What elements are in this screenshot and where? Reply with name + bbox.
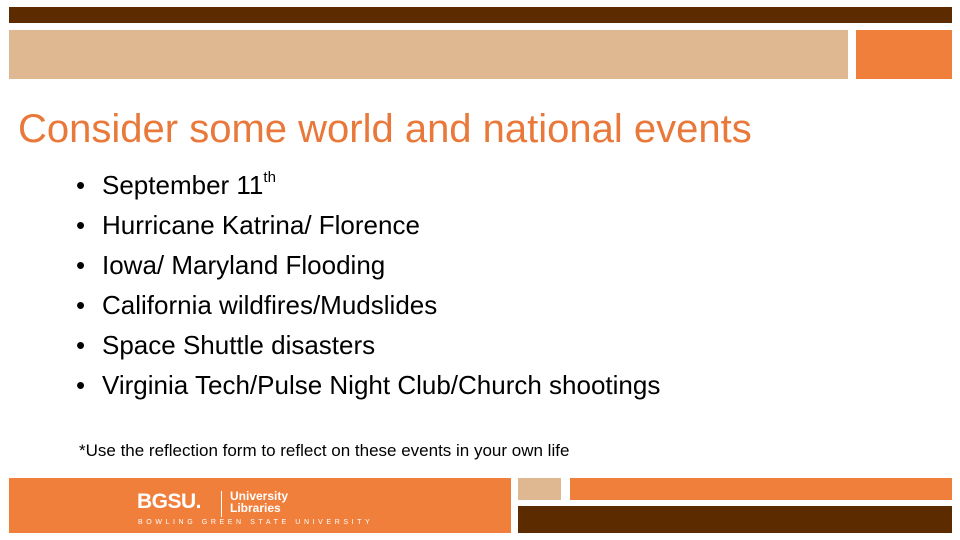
bullet-dot: • [76, 370, 86, 400]
top-dark-bar [9, 7, 952, 23]
bullet-dot: • [76, 330, 86, 360]
list-item [76, 325, 660, 365]
bgsu-wordmark: BGSU. [137, 490, 202, 513]
footer-tan-block [518, 478, 561, 500]
bullet-text: Iowa/ Maryland Flooding [102, 250, 386, 280]
reflection-note: *Use the reflection form to reflect on these events in your own life [79, 441, 570, 460]
top-tan-bar [9, 30, 848, 79]
bullet-dot: • [76, 210, 86, 240]
bullet-text: September 11 [102, 170, 264, 200]
list-item [76, 365, 660, 405]
list-item [76, 165, 660, 205]
list-item [76, 285, 660, 325]
top-orange-block [856, 30, 952, 79]
logo-line-university: University [230, 489, 289, 503]
footer-dark-bar [518, 506, 952, 533]
bullet-text: Space Shuttle disasters [102, 330, 376, 360]
logo-line-libraries: Libraries [230, 501, 281, 515]
slide-title: Consider some world and national events [18, 107, 752, 151]
footer-orange-bar [570, 478, 952, 500]
list-item [76, 245, 660, 285]
bullet-text: Virginia Tech/Pulse Night Club/Church shootings [102, 370, 661, 400]
superscript: th [263, 169, 276, 187]
bullet-dot: • [76, 290, 86, 320]
bullet-dot: • [76, 170, 86, 200]
bullet-text: Hurricane Katrina/ Florence [102, 210, 420, 240]
bullet-dot: • [76, 250, 86, 280]
list-item [76, 205, 660, 245]
logo-university-name: BOWLING GREEN STATE UNIVERSITY [138, 519, 374, 526]
logo-divider [221, 491, 222, 517]
bullet-list [76, 165, 660, 405]
bgsu-libraries-logo [137, 488, 377, 528]
bullet-text: California wildfires/Mudslides [102, 290, 438, 320]
